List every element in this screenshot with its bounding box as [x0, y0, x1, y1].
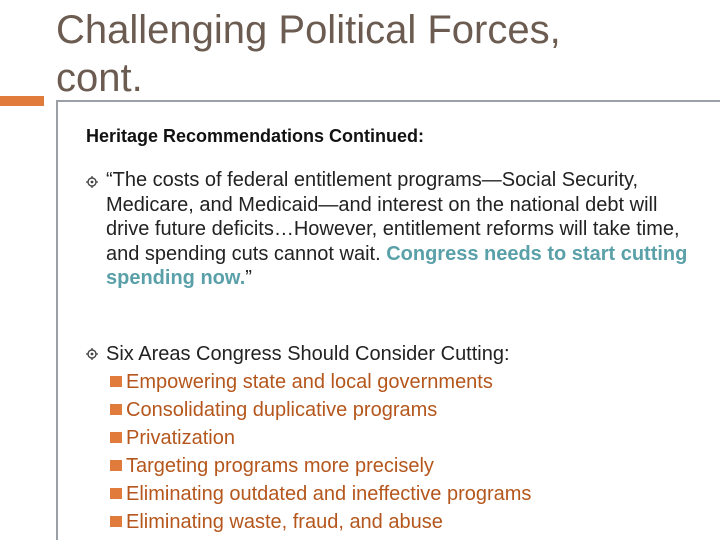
list-item: [106, 452, 706, 480]
gear-bullet-icon: [86, 176, 98, 188]
list-item-text: Targeting programs more precisely: [126, 455, 434, 477]
accent-bar: [0, 96, 44, 106]
list-item: [106, 508, 706, 536]
quote-text: “The costs of federal entitlement programs—Social Security, Medicare, and Medicaid—and interest on the national debt will drive future deficits…However, entitlement reforms will take time, and spending cuts cannot wait.: [106, 169, 680, 265]
list-item-text: Eliminating outdated and ineffective programs: [126, 483, 532, 505]
square-bullet-icon: [110, 460, 122, 471]
square-bullet-icon: [110, 404, 122, 415]
quote-close: ”: [245, 267, 252, 289]
subheading: Heritage Recommendations Continued:: [86, 126, 425, 146]
gear-bullet-icon: [86, 348, 98, 360]
square-bullet-icon: [110, 376, 122, 387]
list-item-text: Consolidating duplicative programs: [126, 399, 438, 421]
list-item-text: Eliminating waste, fraud, and abuse: [126, 511, 443, 533]
slide-title-line-2: cont.: [56, 56, 143, 100]
cutting-areas-list: [106, 368, 706, 536]
slide-title: [56, 6, 696, 102]
list-item-text: Empowering state and local governments: [126, 371, 493, 393]
slide-title-line-1: Challenging Political Forces,: [56, 8, 561, 52]
heritage-quote: [106, 168, 696, 291]
list-item: [106, 396, 706, 424]
square-bullet-icon: [110, 516, 122, 527]
square-bullet-icon: [110, 432, 122, 443]
list-item: [106, 480, 706, 508]
list-item: [106, 368, 706, 396]
list-item-text: Privatization: [126, 427, 235, 449]
left-margin-line: [56, 102, 58, 540]
quote-highlight: Congress needs to start cutting spending now.: [106, 242, 688, 289]
square-bullet-icon: [110, 488, 122, 499]
cutting-areas-section: [106, 340, 706, 536]
title-divider: [56, 100, 720, 102]
list-heading: Six Areas Congress Should Consider Cutting:: [106, 343, 510, 365]
list-item: [106, 424, 706, 452]
